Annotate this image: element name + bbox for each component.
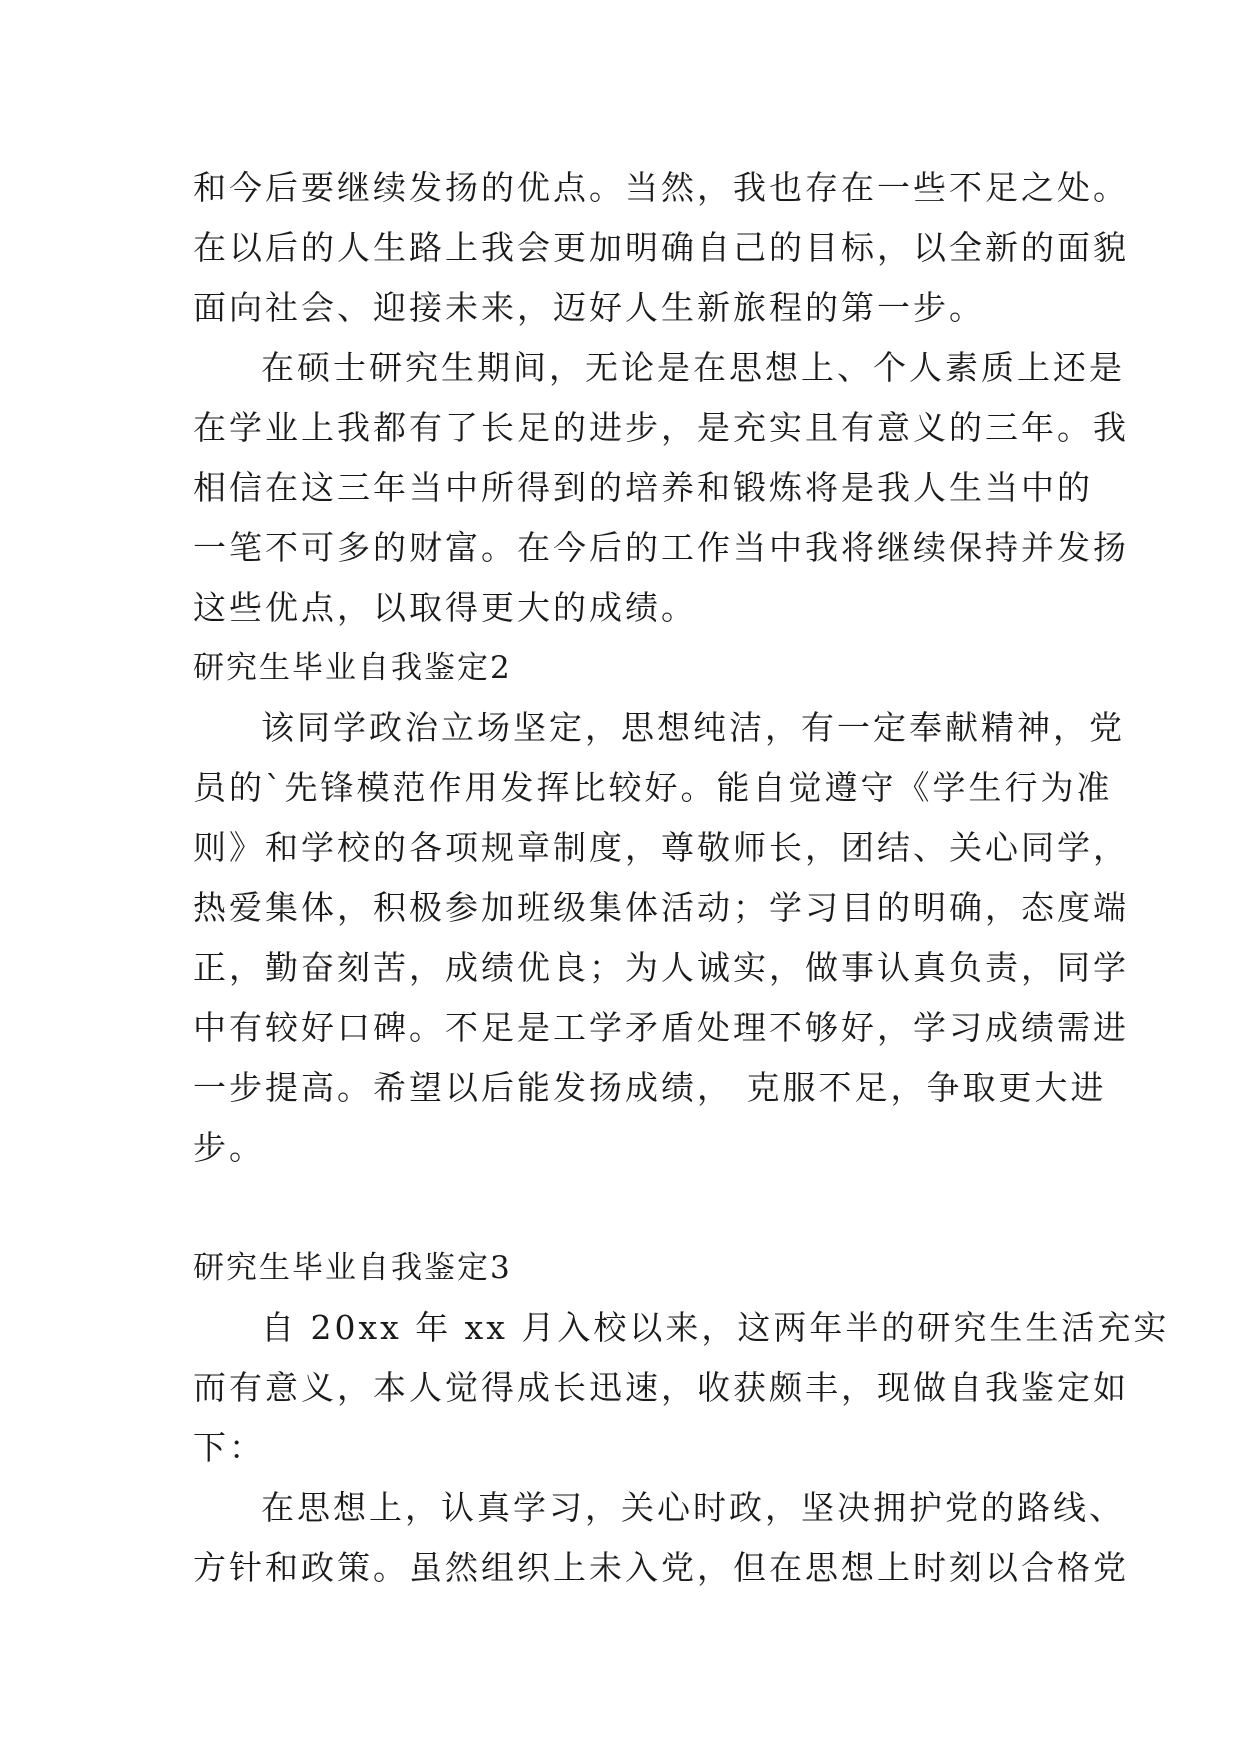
text-line: 和今后要继续发扬的优点。当然，我也存在一些不足之处。 — [193, 168, 1129, 207]
text-line: 中有较好口碑。不足是工学矛盾处理不够好，学习成绩需进 — [193, 1008, 1129, 1047]
blank-line — [193, 1178, 1073, 1238]
text-line: 一步提高。希望以后能发扬成绩， 克服不足，争取更大进 — [193, 1068, 1107, 1107]
paragraph-evaluation — [193, 698, 1129, 1178]
paragraph-conclusion — [193, 158, 1129, 338]
text-line: 员的`先锋模范作用发挥比较好。能自觉遵守《学生行为准 — [193, 768, 1113, 807]
text-line: 下： — [193, 1428, 265, 1467]
text-line: 而有意义，本人觉得成长迅速，收获颇丰，现做自我鉴定如 — [193, 1368, 1129, 1407]
text-line: 则》和学校的各项规章制度，尊敬师长，团结、关心同学， — [193, 828, 1129, 867]
text-line: 方针和政策。虽然组织上未入党，但在思想上时刻以合格党 — [193, 1548, 1129, 1587]
section-heading-2: 研究生毕业自我鉴定2 — [193, 650, 512, 686]
text-line: 在以后的人生路上我会更加明确自己的目标，以全新的面貌 — [193, 228, 1129, 267]
document-page — [193, 158, 1170, 1598]
text-line: 一笔不可多的财富。在今后的工作当中我将继续保持并发扬 — [193, 528, 1129, 567]
text-line: 在思想上，认真学习，关心时政，坚决拥护党的路线、 — [261, 1488, 1125, 1527]
section-heading-3: 研究生毕业自我鉴定3 — [193, 1250, 512, 1286]
text-line: 热爱集体，积极参加班级集体活动；学习目的明确，态度端 — [193, 888, 1129, 927]
text-line: 在硕士研究生期间，无论是在思想上、个人素质上还是 — [261, 348, 1125, 387]
text-line: 正，勤奋刻苦，成绩优良；为人诚实，做事认真负责，同学 — [193, 948, 1129, 987]
text-line: 在学业上我都有了长足的进步，是充实且有意义的三年。我 — [193, 408, 1129, 447]
text-line: 这些优点，以取得更大的成绩。 — [193, 588, 697, 627]
text-line: 步。 — [193, 1128, 265, 1167]
text-line: 该同学政治立场坚定，思想纯洁，有一定奉献精神，党 — [261, 708, 1125, 747]
text-line: 面向社会、迎接未来，迈好人生新旅程的第一步。 — [193, 288, 985, 327]
text-line: 相信在这三年当中所得到的培养和锻炼将是我人生当中的 — [193, 468, 1093, 507]
paragraph-ideology — [193, 1478, 1129, 1598]
text-line: 自 20xx 年 xx 月入校以来，这两年半的研究生生活充实 — [261, 1308, 1170, 1347]
paragraph-intro — [193, 1298, 1170, 1478]
paragraph-masters-period — [193, 338, 1129, 638]
